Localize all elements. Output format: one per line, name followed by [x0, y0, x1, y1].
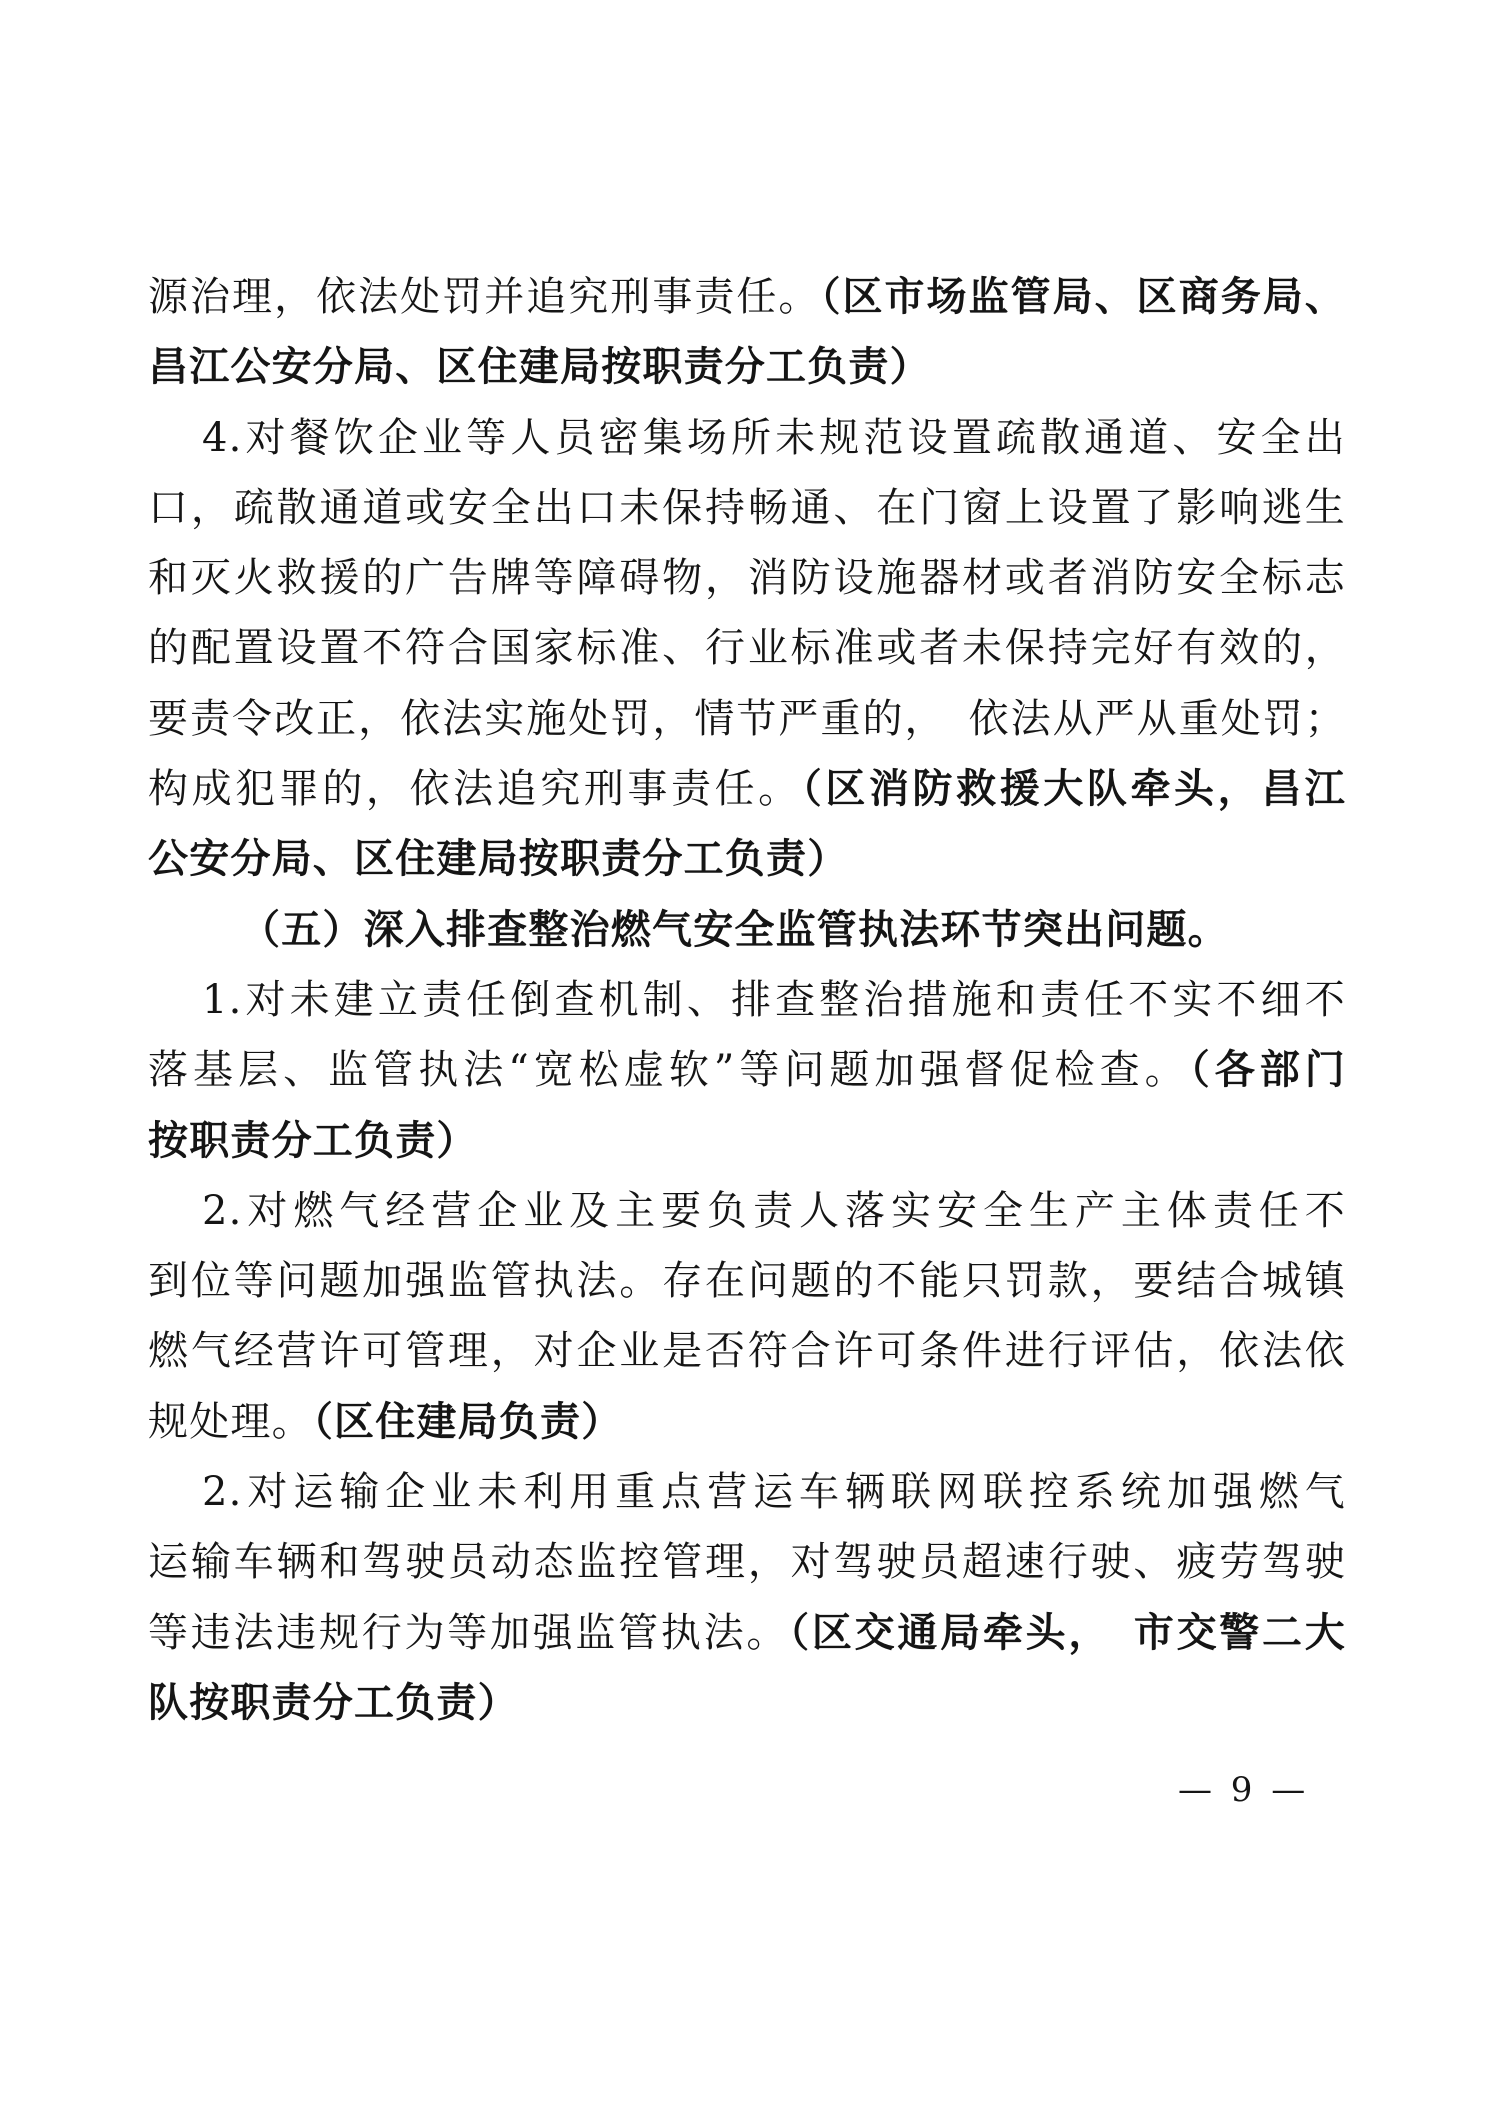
body-text: 要责令改正，依法实施处罚，情节严重的， 依法从严从重处罚；: [148, 695, 1346, 742]
responsible-unit-text: 按职责分工负责）: [148, 1116, 478, 1164]
text-line: [148, 473, 1346, 543]
body-text: 2.对运输企业未利用重点营运车辆联网联控系统加强燃气: [202, 1469, 1346, 1516]
text-line: [148, 1598, 1346, 1668]
body-text: 运输车辆和驾驶员动态监控管理，对驾驶员超速行驶、疲劳驾驶: [148, 1539, 1346, 1586]
body-text: 源治理，依法处罚并追究刑事责任。: [148, 274, 821, 320]
paragraph: [148, 262, 1346, 403]
section-heading: [148, 895, 1346, 965]
body-text: 构成犯罪的，依法追究刑事责任。: [148, 766, 802, 813]
text-line: [148, 1387, 1346, 1457]
responsible-unit-text: 队按职责分工负责）: [148, 1678, 519, 1726]
text-line: [148, 543, 1346, 613]
responsible-unit-text: （各部门: [1189, 1046, 1346, 1094]
paragraph: [148, 403, 1346, 895]
body-text: 落基层、监管执法“宽松虚软”等问题加强督促检查。: [148, 1047, 1190, 1094]
text-line: [148, 262, 1346, 332]
body-text: 2.对燃气经营企业及主要负责人落实安全生产主体责任不: [202, 1187, 1346, 1234]
responsible-unit-text: （区消防救援大队牵头，昌江: [801, 765, 1346, 813]
responsible-unit-text: （区住建局负责）: [312, 1397, 623, 1445]
text-line: [148, 824, 1346, 894]
body-text: 的配置设置不符合国家标准、行业标准或者未保持完好有效的，: [148, 625, 1346, 672]
text-line: [148, 684, 1346, 754]
text-line: [148, 754, 1346, 824]
page-number: — 9 —: [1178, 1770, 1310, 1810]
responsible-unit-text: （区市场监管局、区商务局、: [820, 273, 1346, 320]
text-line: [148, 1457, 1346, 1527]
responsible-unit-text: 公安分局、区住建局按职责分工负责）: [148, 835, 849, 883]
body-text: 到位等问题加强监管执法。存在问题的不能只罚款，要结合城镇: [148, 1258, 1346, 1305]
text-line: [148, 1316, 1346, 1386]
text-line: [148, 332, 1346, 402]
text-line: [148, 1668, 1346, 1738]
paragraph: [148, 1457, 1346, 1738]
text-line: [148, 1246, 1346, 1316]
responsible-unit-text: （五）深入排查整治燃气安全监管执法环节突出问题。: [240, 905, 1229, 953]
text-line: [148, 965, 1346, 1035]
responsible-unit-text: 昌江公安分局、区住建局按职责分工负责）: [148, 343, 931, 391]
text-line: [148, 1106, 1346, 1176]
paragraph: [148, 1176, 1346, 1457]
text-line: [148, 1035, 1346, 1105]
text-line: [148, 403, 1346, 473]
body-text: 口，疏散通道或安全出口未保持畅通、在门窗上设置了影响逃生: [148, 484, 1346, 531]
body-text: 1.对未建立责任倒查机制、排查整治措施和责任不实不细不: [202, 976, 1346, 1023]
text-line: [148, 613, 1346, 683]
text-line: [148, 1176, 1346, 1246]
responsible-unit-text: （区交通局牵头， 市交警二大: [789, 1608, 1346, 1656]
body-text: 和灭火救援的广告牌等障碍物，消防设施器材或者消防安全标志: [148, 555, 1346, 602]
paragraph: [148, 965, 1346, 1176]
text-line: [148, 1527, 1346, 1597]
document-body: [148, 262, 1346, 1738]
body-text: 规处理。: [148, 1398, 313, 1445]
body-text: 燃气经营许可管理，对企业是否符合许可条件进行评估，依法依: [148, 1328, 1346, 1375]
text-line: [148, 895, 1346, 965]
body-text: 4.对餐饮企业等人员密集场所未规范设置疏散通道、安全出: [202, 414, 1346, 461]
body-text: 等违法违规行为等加强监管执法。: [148, 1609, 790, 1656]
